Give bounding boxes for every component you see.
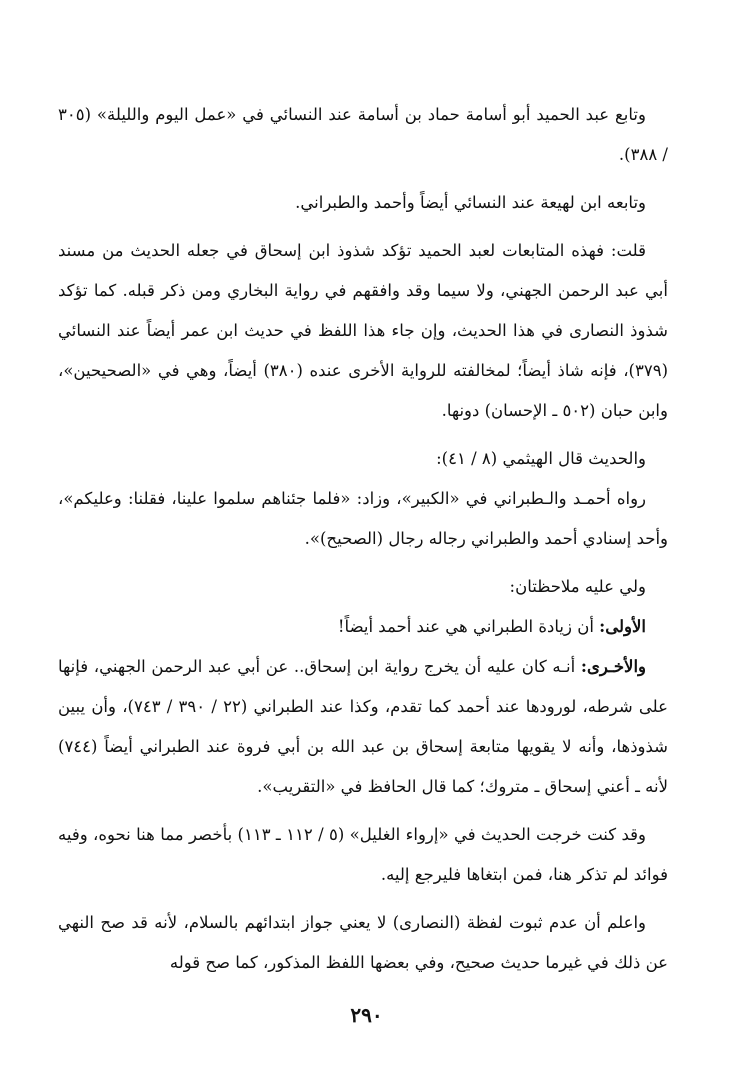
page-number: ٢٩٠ <box>350 1003 383 1027</box>
page-body <box>58 95 668 991</box>
remark-second-label: والأخـرى: <box>580 657 646 676</box>
paragraph-haythami-quote: رواه أحمـد والـطبراني في «الكبير»، وزاد: «فلما جئناهم سلموا علينا، فقلنا: وعليكم»، وأحد إسنادي أحمد والطبراني رجاله رجال (الصحيح)». <box>58 489 668 548</box>
paragraph-irwa-reference: وقد كنت خرجت الحديث في «إرواء الغليل» (٥ / ١١٢ ـ ١١٣) بأخصر مما هنا نحوه، وفيه فوائد لم تذكر هنا، فمن ابتغاها فليرجع إليه. <box>58 825 668 884</box>
paragraph-author-comment: قلت: فهذه المتابعات لعبد الحميد تؤكد شذوذ ابن إسحاق في جعله الحديث من مسند أبي عبد الرحمن الجهني، ولا سيما وقد وافقهم في رواية البخاري ومن ذكر قبله. كما تؤكد شذوذ النصارى في هذا الحديث، وإن جاء هذا اللفظ في حديث ابن عمر أيضاً عند النسائي (٣٧٩)، فإنه شاذ أيضاً؛ لمخالفته للرواية الأخرى عنده (٣٨٠) أيضاً، وهي في «الصحيحين»، وابن حبان (٥٠٢ ـ الإحسان) دونها. <box>58 241 668 420</box>
paragraph-salam-ruling: واعلم أن عدم ثبوت لفظة (النصارى) لا يعني جواز ابتدائهم بالسلام، لأنه قد صح النهي عن ذلك في غيرما حديث صحيح، وفي بعضها اللفظ المذكور، كما صح قوله <box>58 913 668 972</box>
remark-second <box>58 647 668 807</box>
paragraph-follow-up-abu-usama: وتابع عبد الحميد أبو أسامة حماد بن أسامة عند النسائي في «عمل اليوم والليلة» (٣٠٥ / ٣٨٨). <box>58 105 668 164</box>
remark-first-label: الأولى: <box>599 617 646 636</box>
remark-second-text: أنـه كان عليه أن يخرج رواية ابن إسحاق.. عن أبي عبد الرحمن الجهني، فإنها على شرطه، لورودها عند أحمد كما تقدم، وكذا عند الطبراني (٢٢ / ٣٩٠ / ٧٤٣)، وأن يبين شذوذها، وأنه لا يقويها متابعة إسحاق بن عبد الله بن أبي فروة عند الطبراني أيضاً (٧٤٤) لأنه ـ أعني إسحاق ـ متروك؛ كما قال الحافظ في «التقريب». <box>58 657 668 796</box>
paragraph-follow-up-ibn-lahia: وتابعه ابن لهيعة عند النسائي أيضاً وأحمد والطبراني. <box>295 193 646 212</box>
paragraph-haythami-intro: والحديث قال الهيثمي (٨ / ٤١): <box>436 449 646 468</box>
remark-first-text: أن زيادة الطبراني هي عند أحمد أيضاً! <box>337 617 594 636</box>
remark-first <box>58 607 668 647</box>
paragraph-two-remarks: ولي عليه ملاحظتان: <box>509 577 646 596</box>
